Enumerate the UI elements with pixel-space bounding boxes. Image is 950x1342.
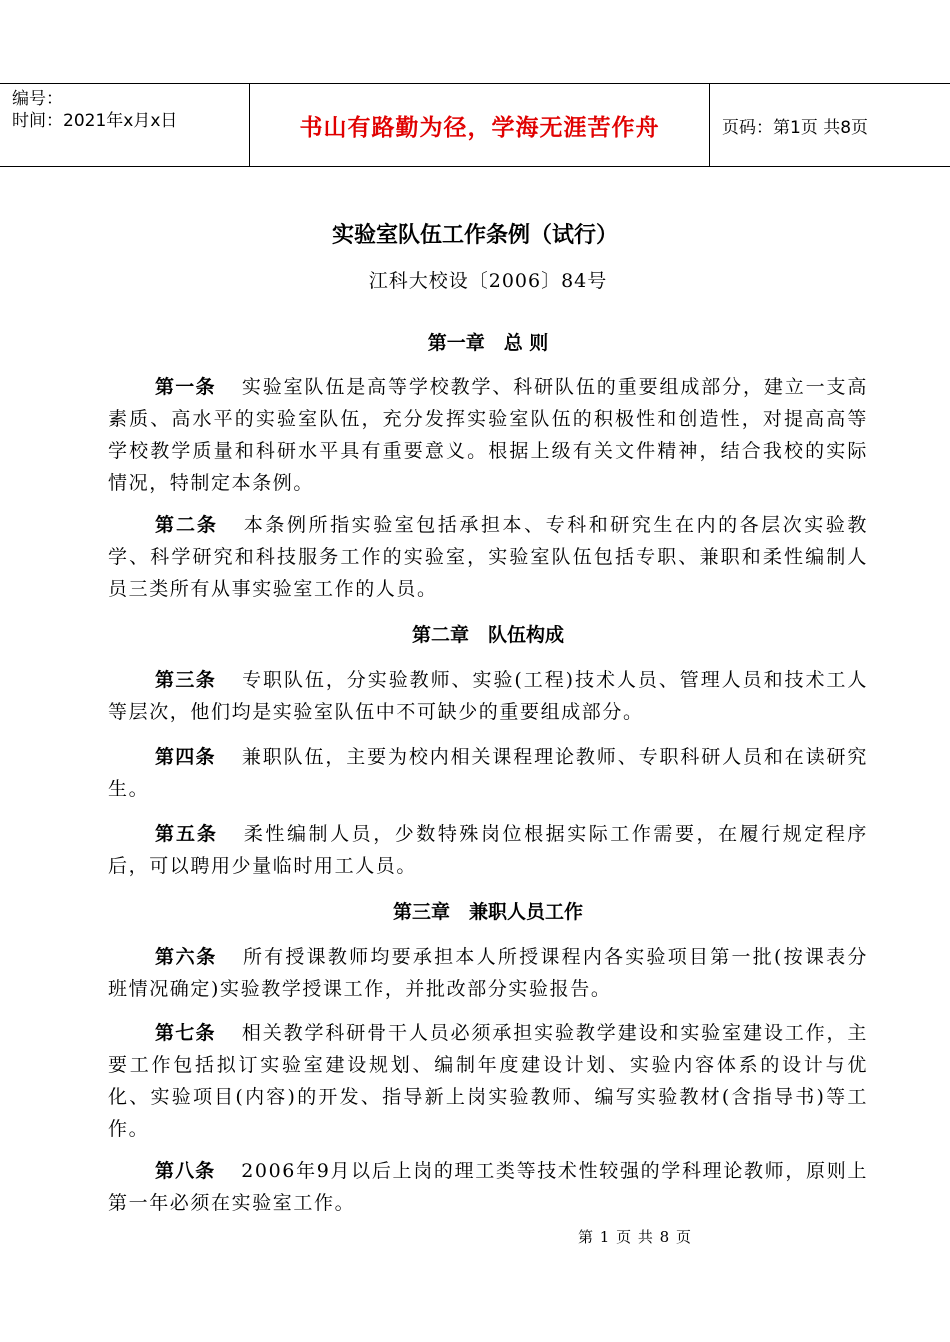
article-text: 相关教学科研骨干人员必须承担实验教学建设和实验室建设工作，主要工作包括拟订实验室建设规划、编制年度建设计划、实验内容体系的设计与优化、实验项目(内容)的开发、指导新上岗实验教师、编写实验教材(含指导书)等工作。 [108,1022,868,1140]
article-paragraph [108,371,868,499]
document-number-label: 编号： [12,89,63,109]
page-footer: 第 1 页 共 8 页 [578,1228,692,1246]
article-paragraph [108,941,868,1005]
article-label: 第五条 [155,823,218,845]
article-text: 柔性编制人员，少数特殊岗位根据实际工作需要，在履行规定程序后，可以聘用少量临时用工人员。 [108,823,868,877]
article-text: 兼职队伍，主要为校内相关课程理论教师、专职科研人员和在读研究生。 [108,746,868,800]
header-motto: 书山有路勤为径，学海无涯苦作舟 [299,114,660,141]
article-label: 第一条 [155,376,216,398]
article-paragraph [108,818,868,882]
article-text: 所有授课教师均要承担本人所授课程内各实验项目第一批(按课表分班情况确定)实验教学授课工作，并批改部分实验报告。 [108,946,868,1000]
article-paragraph [108,1017,868,1145]
chapter-heading: 第三章 兼职人员工作 [392,901,583,923]
article-paragraph [108,664,868,728]
document-time: 时间：2021年x月x日 [12,111,178,131]
article-text: 2006年9月以后上岗的理工类等技术性较强的学科理论教师，原则上第一年必须在实验室工作。 [108,1160,868,1214]
article-text: 本条例所指实验室包括承担本、专科和研究生在内的各层次实验教学、科学研究和科技服务工作的实验室，实验室队伍包括专职、兼职和柔性编制人员三类所有从事实验室工作的人员。 [108,514,868,600]
chapter-heading: 第一章 总 则 [427,332,549,354]
article-label: 第三条 [155,669,217,691]
article-label: 第四条 [155,746,216,768]
header-divider [709,84,710,166]
chapter-heading: 第二章 队伍构成 [411,624,564,646]
document-title: 实验室队伍工作条例（试行） [331,223,618,248]
article-paragraph [108,741,868,805]
article-label: 第八条 [155,1160,216,1182]
article-label: 第二条 [155,514,218,536]
article-paragraph [108,509,868,605]
article-label: 第六条 [155,946,217,968]
header-meta [12,88,248,132]
article-label: 第七条 [155,1022,216,1044]
article-paragraph [108,1155,868,1219]
page-header [0,83,950,167]
article-text: 专职队伍，分实验教师、实验(工程)技术人员、管理人员和技术工人等层次，他们均是实验室队伍中不可缺少的重要组成部分。 [108,669,868,723]
article-text: 实验室队伍是高等学校教学、科研队伍的重要组成部分，建立一支高素质、高水平的实验室队伍，充分发挥实验室队伍的积极性和创造性，对提高高等学校教学质量和科研水平具有重要意义。根据上级有关文件精神，结合我校的实际情况，特制定本条例。 [108,376,868,494]
document-number: 江科大校设〔2006〕84号 [368,270,608,292]
header-page-info: 页码：第1页 共8页 [722,117,869,138]
